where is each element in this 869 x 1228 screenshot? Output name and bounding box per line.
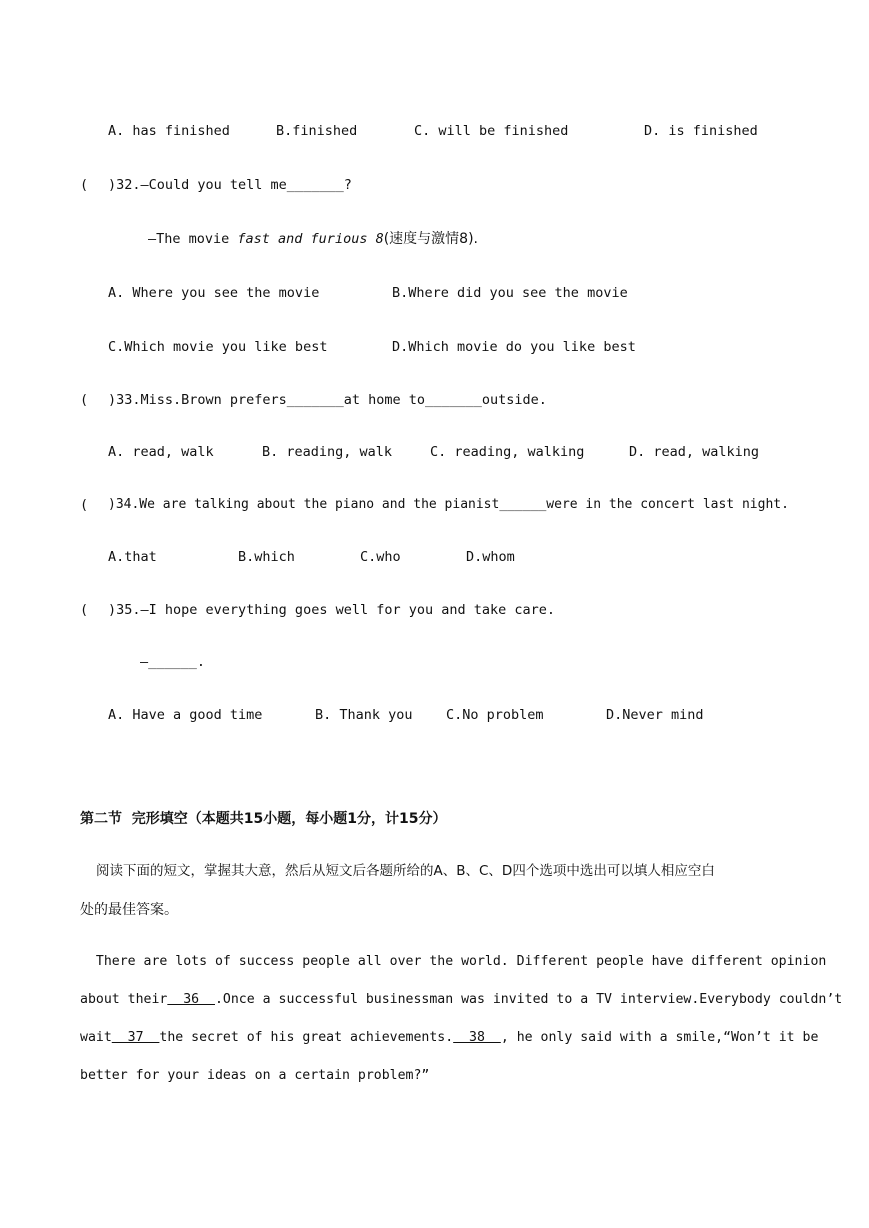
section-instruction-line-2: 处的最佳答案。 [80, 902, 178, 918]
q33-option-d: D. read, walking [629, 444, 760, 460]
q32-reply-title: fast and furious 8 [237, 231, 384, 247]
q32-bracket: ( [80, 177, 89, 193]
q35-bracket: ( [80, 602, 89, 618]
q35-option-a: A. Have a good time [108, 707, 263, 723]
section-heading: 第二节 完形填空（本题共15小题，每小题1分，计15分） [80, 811, 447, 827]
q32-option-c: C.Which movie you like best [108, 339, 328, 355]
q35-option-b: B. Thank you [315, 707, 413, 723]
q32-option-d: D.Which movie do you like best [392, 339, 636, 355]
q34-stem: )34.We are talking about the piano and the pianist______were in the concert last night. [108, 497, 789, 512]
blank-36: 36 [167, 992, 215, 1007]
q35-option-c: C.No problem [446, 707, 544, 723]
q31-option-d: D. is finished [644, 123, 758, 139]
section-instruction-line-1: 阅读下面的短文，掌握其大意，然后从短文后各题所给的A、B、C、D四个选项中选出可以填人相应空白 [96, 863, 715, 879]
passage-line-1: There are lots of success people all over the world. Different people have different opinion [80, 954, 827, 969]
q31-option-b: B.finished [276, 123, 358, 139]
passage-line-2 [80, 991, 842, 1009]
q33-option-a: A. read, walk [108, 444, 214, 460]
passage-line-3-middle: the secret of his great achievements. [159, 1030, 454, 1045]
q32-option-a: A. Where you see the movie [108, 285, 320, 301]
q33-bracket: ( [80, 392, 89, 408]
passage-line-2-start: about their [80, 992, 168, 1007]
q33-stem: )33.Miss.Brown prefers_______at home to_______outside. [108, 392, 547, 408]
q34-option-d: D.whom [466, 549, 515, 565]
passage-line-4: better for your ideas on a certain problem?” [80, 1068, 430, 1083]
q34-option-a: A.that [108, 549, 157, 565]
blank-37: 37 [111, 1030, 160, 1045]
passage-line-3-end: , he only said with a smile,“Won’t it be [500, 1030, 819, 1045]
q32-stem: )32.—Could you tell me_______? [108, 177, 352, 193]
q31-option-a: A. has finished [108, 123, 230, 139]
q34-bracket: ( [80, 497, 89, 513]
q32-reply-suffix: (速度与激情8). [383, 231, 478, 247]
q31-option-c: C. will be finished [414, 123, 569, 139]
q33-option-c: C. reading, walking [430, 444, 585, 460]
passage-line-3-start: wait [80, 1030, 112, 1045]
blank-38: 38 [453, 1030, 501, 1045]
q34-option-b: B.which [238, 549, 295, 565]
passage-line-2-end: .Once a successful businessman was invited to a TV interview.Everybody couldn’t [214, 992, 843, 1007]
q32-option-b: B.Where did you see the movie [392, 285, 628, 301]
q35-option-d: D.Never mind [606, 707, 704, 723]
passage-line-3 [80, 1029, 818, 1047]
q34-option-c: C.who [360, 549, 401, 565]
q35-reply: —______. [140, 654, 206, 670]
q32-reply [148, 230, 478, 248]
q35-stem: )35.—I hope everything goes well for you and take care. [108, 602, 556, 618]
q33-option-b: B. reading, walk [262, 444, 393, 460]
q32-reply-prefix: —The movie [148, 231, 238, 247]
